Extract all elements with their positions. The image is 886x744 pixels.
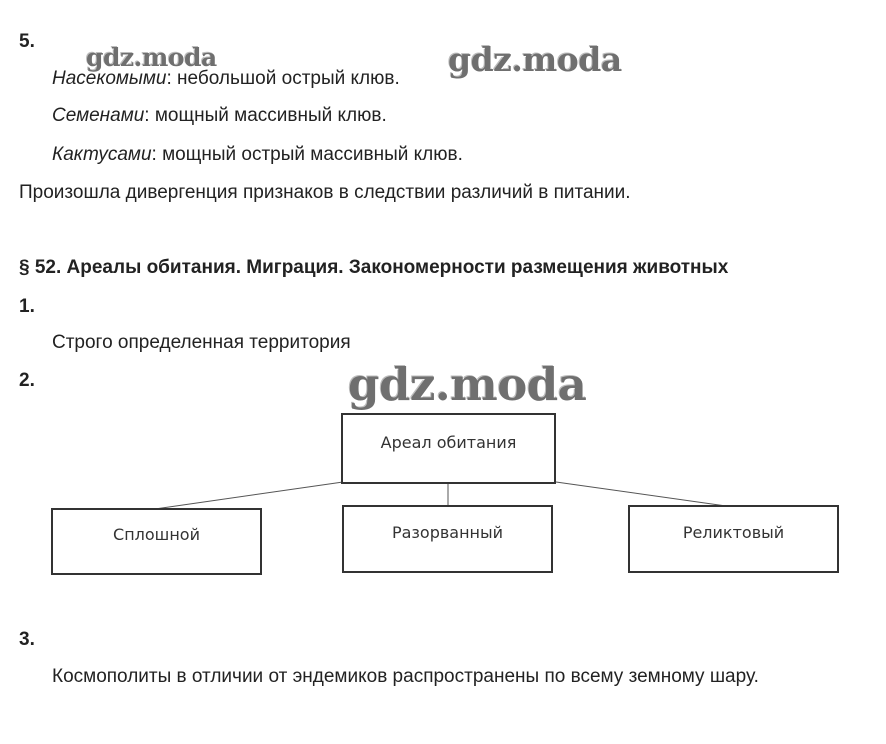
task-number: 2. [19, 370, 35, 391]
answer-term: Семенами [52, 105, 145, 126]
answer-text: : мощный острый массивный клюв. [151, 144, 463, 165]
task-number: 1. [19, 296, 35, 317]
diagram-root-box [341, 413, 556, 484]
section-heading: § 52. Ареалы обитания. Миграция. Закономерности размещения животных [19, 257, 729, 278]
task-number: 3. [19, 629, 35, 650]
diagram-root-label: Ареал обитания [380, 433, 517, 452]
watermark-logo: gdz.moda [348, 358, 587, 411]
watermark-logo: gdz.moda [86, 43, 217, 72]
diagram-child-box [342, 505, 553, 573]
conclusion-text: Произошла дивергенция признаков в следствии различий в питании. [19, 182, 631, 203]
answer-text: Космополиты в отличии от эндемиков распространены по всему земному шару. [52, 666, 759, 687]
diagram-child-label: Реликтовый [682, 523, 785, 542]
answer-term: Кактусами [52, 144, 152, 165]
watermark-logo: gdz.moda [448, 40, 622, 79]
diagram-child-box [51, 508, 262, 575]
answer-text: : небольшой острый клюв. [166, 68, 400, 89]
task-number: 5. [19, 31, 35, 52]
answer-text: : мощный массивный клюв. [144, 105, 387, 126]
answer-text: Строго определенная территория [52, 332, 351, 353]
diagram-child-label: Разорванный [391, 523, 504, 542]
diagram-child-box [628, 505, 839, 573]
diagram-child-label: Сплошной [113, 525, 200, 544]
answer-term: Насекомыми [52, 68, 167, 89]
